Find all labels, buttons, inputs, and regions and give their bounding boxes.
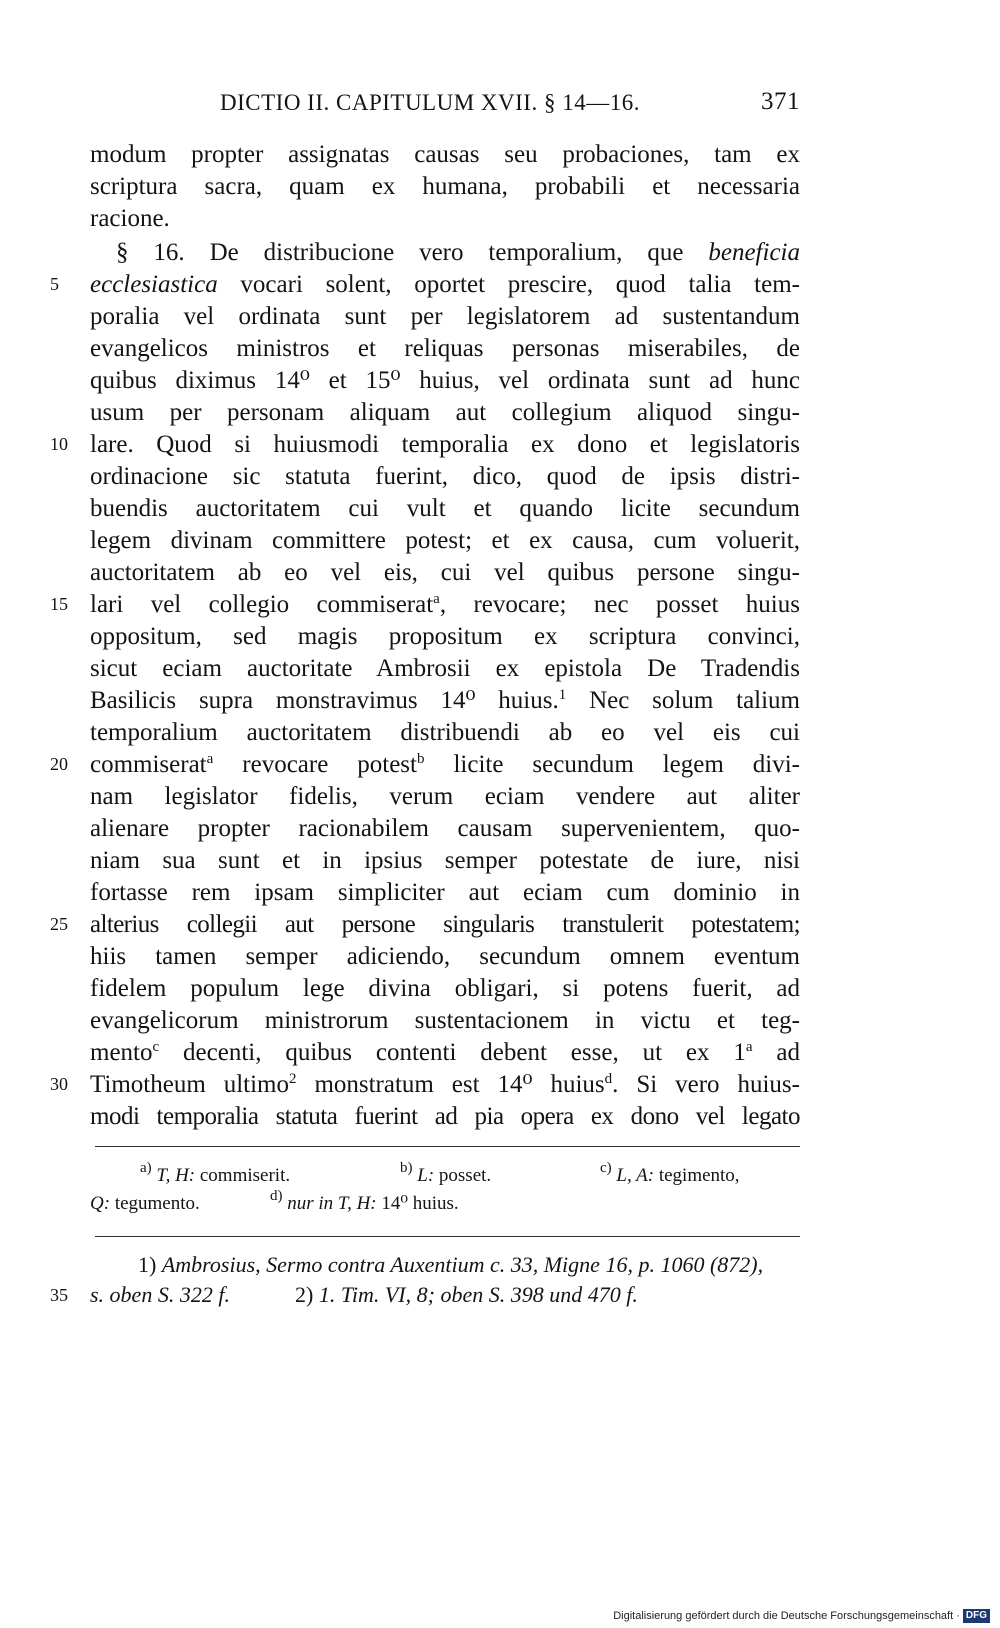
page-number: 371 [761,88,800,115]
text-span: vocari solent, oportet prescire, quod talia tem- [217,271,800,298]
running-header [90,84,800,124]
note-text: 1. Tim. VI, 8; oben S. 398 und 470 f. [318,1282,638,1307]
text-span: licite secundum legem divi- [424,751,800,778]
variant-reading: commiserit. [199,1165,291,1186]
text-line: poralia vel ordinata sunt per legislatorem ad sustentandum [90,303,800,330]
dfg-logo: DFG [963,1609,990,1623]
note-text: Ambrosius, Sermo contra Auxentium c. 33, Migne 16, p. 1060 (872), [161,1252,764,1277]
apparatus-divider [95,1146,800,1147]
text-line [90,748,800,781]
note-text: s. oben S. 322 f. [90,1282,230,1307]
sigla: T, H: [156,1165,196,1186]
section-sign-16: § 16. De distribucione vero temporalium, que [116,239,709,266]
text-line: usum per personam aliquam aut collegium aliquod singu- [90,399,800,426]
line-number: 25 [50,914,68,934]
text-line: evangelicorum ministrorum sustentacionem in victu et teg- [90,1007,800,1034]
text-line: quibus diximus 14⁰ et 15⁰ huius, vel ordinata sunt ad hunc [90,367,800,394]
apparatus-entry-d [270,1190,459,1218]
text-span: decenti, quibus contenti debent esse, ut ex 1 [159,1039,746,1066]
digitization-credit [613,1608,990,1624]
line-number: 20 [50,754,68,774]
line-number: 5 [50,274,59,294]
apparatus-entry-c-cont [90,1190,200,1218]
text-line: auctoritatem ab eo vel eis, cui vel quibus persone singu- [90,559,800,586]
text-span: mento [90,1039,153,1066]
variant-reading: tegumento. [114,1193,200,1214]
note-2 [295,1280,638,1310]
footnote-mark: 1 [558,687,567,703]
text-span: . Si vero huius- [612,1071,800,1098]
apparatus-entry-c [600,1162,740,1190]
footnote-mark: 2 [289,1071,297,1087]
text-line: legem divinam committere potest; et ex causa, cum voluerit, [90,527,800,554]
apparatus-mark: b [417,751,425,767]
variant-reading: posset. [438,1165,492,1186]
apparatus-line [90,1190,800,1218]
text-line: alienare propter racionabilem causam supervenientem, quo- [90,815,800,842]
text-line [90,588,800,621]
text-line: buendis auctoritatem cui vult et quando licite secundum [90,495,800,522]
text-span: commiserat [90,751,207,778]
text-span: revocare potest [213,751,417,778]
text-line: oppositum, sed magis propositum ex scriptura convinci, [90,623,800,650]
credit-text: Digitalisierung gefördert durch die Deutsche Forschungsgemeinschaft · [613,1610,960,1622]
apparatus-entry-a [140,1162,290,1190]
sigla: L: [417,1165,435,1186]
line-number: 30 [50,1074,68,1094]
text-line: modum propter assignatas causas seu probaciones, tam ex [90,141,800,168]
text-line [90,268,800,301]
sigla: Q: [90,1193,111,1214]
apparatus-mark: d [604,1071,613,1087]
text-span: , revocare; nec posset huius [439,591,800,618]
apparatus-mark: a [206,751,214,767]
italic-term: beneficia [708,239,800,266]
line-number: 10 [50,434,68,454]
note-line [90,1250,800,1280]
notes-divider [95,1236,800,1237]
sigla: L, A: [616,1165,655,1186]
apparatus-mark: d) [270,1188,283,1204]
text-line: modi temporalia statuta fuerint ad pia opera ex dono vel legato [90,1103,800,1130]
apparatus-line [90,1162,800,1190]
apparatus-mark: c [152,1039,160,1055]
text-line: nam legislator fidelis, verum eciam vendere aut aliter [90,783,800,810]
text-line: fortasse rem ipsam simpliciter aut eciam cum dominio in [90,879,800,906]
text-line: temporalium auctoritatem distribuendi ab eo vel eis cui [90,719,800,746]
text-line: racione. [90,205,170,232]
apparatus-mark: c) [600,1160,612,1176]
text-line: hiis tamen semper adiciendo, secundum omnem eventum [90,943,800,970]
apparatus-mark: a) [140,1160,152,1176]
text-line: niam sua sunt et in ipsius semper potestate de iure, nisi [90,847,800,874]
ordinal-mark: a [745,1039,753,1055]
text-span: ad [752,1039,800,1066]
text-span: monstratum est 14⁰ huius [296,1071,605,1098]
sigla: nur in T, H: [287,1193,377,1214]
text-line: scriptura sacra, quam ex humana, probabili et necessaria [90,173,800,200]
text-span: Basilicis supra monstravimus 14⁰ huius. [90,687,559,714]
line-number: 35 [50,1285,68,1305]
running-title: DICTIO II. CAPITULUM XVII. § 14—16. [220,90,640,115]
text-line: sicut eciam auctoritate Ambrosii ex epistola De Tradendis [90,655,800,682]
text-line [90,684,800,717]
text-span: Timotheum ultimo [90,1071,289,1098]
note-mark: 2) [295,1282,314,1307]
text-line [116,236,800,269]
text-span: lari vel collegio commiserat [90,591,434,618]
apparatus-entry-b [400,1162,491,1190]
text-line: lare. Quod si huiusmodi temporalia ex dono et legislatoris [90,431,800,458]
text-line [90,1036,800,1069]
text-line [90,1068,800,1101]
note-line [90,1280,800,1310]
apparatus-mark: b) [400,1160,413,1176]
line-number: 15 [50,594,68,614]
variant-reading: 14⁰ huius. [381,1193,459,1214]
note-mark: 1) [138,1252,157,1277]
text-line: evangelicos ministros et reliquas personas miserabiles, de [90,335,800,362]
variant-reading: tegimento, [658,1165,740,1186]
italic-term: ecclesiastica [90,271,218,298]
text-line: fidelem populum lege divina obligari, si potens fuerit, ad [90,975,800,1002]
text-span: Nec solum talium [566,687,800,714]
apparatus-mark: a [433,591,440,607]
text-line: alterius collegii aut persone singularis transtulerit potestatem; [90,911,800,938]
text-line: ordinacione sic statuta fuerint, dico, quod de ipsis distri- [90,463,800,490]
note-1 [138,1250,763,1280]
